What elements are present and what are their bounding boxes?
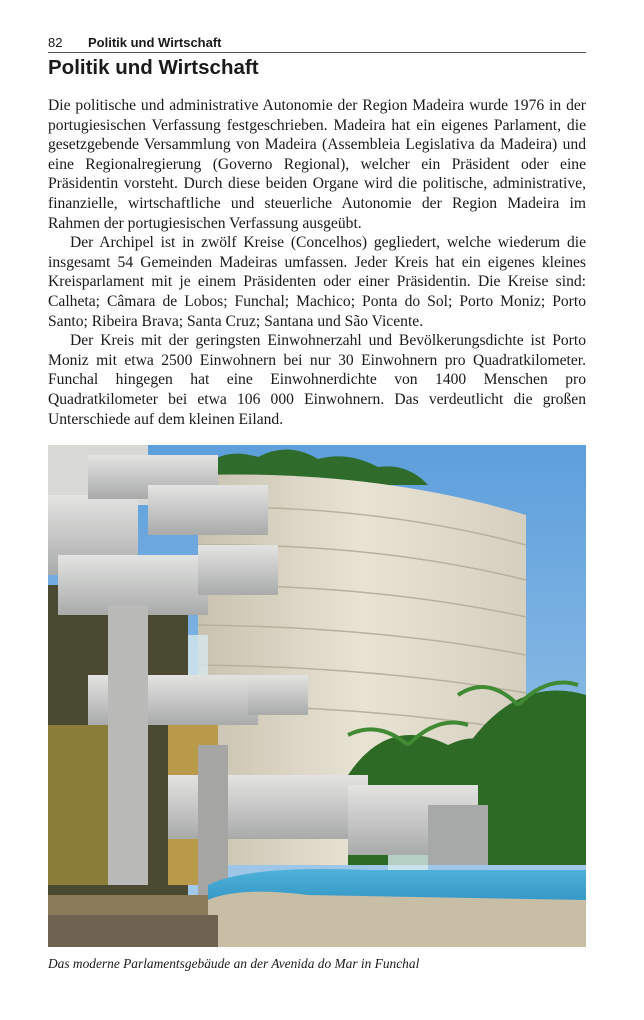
parliament-building-photo (48, 445, 586, 947)
running-title: Politik und Wirtschaft (88, 35, 222, 50)
paragraph: Der Kreis mit der geringsten Einwohnerzahl und Bevölkerungsdichte ist Porto Moniz mit etwa 2500 Einwohnern bei nur 30 Einwohnern pro Quadratkilometer. Funchal hingegen hat eine Einwohnerdichte von 1400 Menschen pro Quadratkilometer bei etwa 106 000 Einwohnern. Das verdeutlicht die großen Unterschiede auf dem kleinen Eiland. (48, 332, 586, 428)
figure-caption: Das moderne Parlamentsgebäude an der Avenida do Mar in Funchal (48, 956, 420, 971)
page-number: 82 (48, 35, 63, 50)
paragraph: Die politische und administrative Autonomie der Region Madeira wurde 1976 in der portugiesischen Verfassung festgeschrieben. Madeira hat ein eigenes Parlament, die gesetzgebende Versammlung von Madeira (Assembleia Legislativa da Madeira) und eine Regionalregierung (Governo Regional), welcher ein Präsident oder eine Präsidentin vorsteht. Durch diese beiden Organe wird die politische, administrative, finanzielle, wirtschaftliche und steuerliche Autonomie der Region Madeira im Rahmen der portugiesischen Verfassung ausgeübt. (48, 97, 586, 232)
article-body (48, 96, 586, 429)
paragraph: Der Archipel ist in zwölf Kreise (Concelhos) gegliedert, welche wiederum die insgesamt 54 Gemeinden Madeiras umfassen. Jeder Kreis hat ein eigenes kleines Kreisparlament mit je einem Präsidenten oder einer Präsidentin. Die Kreise sind: Calheta; Câmara de Lobos; Funchal; Machico; Ponta do Sol; Porto Moniz; Porto Santo; Ribeira Brava; Santa Cruz; Santana und São Vicente. (48, 234, 586, 330)
page-title: Politik und Wirtschaft (48, 56, 259, 79)
running-head (48, 30, 586, 53)
